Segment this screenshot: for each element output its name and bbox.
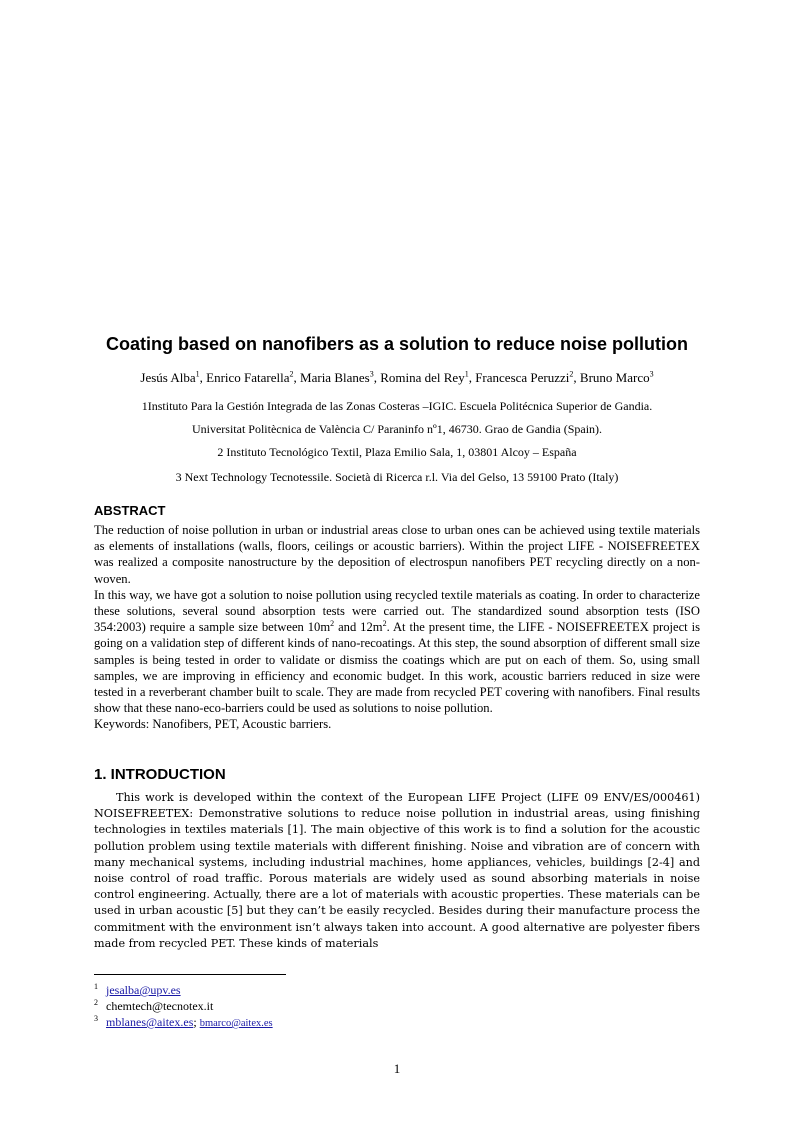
footnote: 3 mblanes@aitex.es; bmarco@aitex.es (94, 1014, 273, 1029)
abstract-paragraph: The reduction of noise pollution in urban or industrial areas close to urban ones can be achieved using textile materials as elements of installations (walls, floors, ceilings or acoustic barriers). Within the project LIFE - NOISEFREETEX was realized a composite nanostructure by the deposition of electrospun nanofibers PET recycling directly on a non-woven. (94, 523, 700, 586)
author-affiliation-mark: 2 (569, 369, 574, 379)
footnote-divider (94, 974, 286, 975)
author-name: Bruno Marco (579, 370, 650, 385)
affiliation-line: 1Instituto Para la Gestión Integrada de las Zonas Costeras –IGIC. Escuela Politécnica Superior de Gandia. (141, 399, 653, 413)
footnote: 1 jesalba@upv.es (94, 982, 181, 997)
footnotes (94, 982, 273, 1032)
author-name: Maria Blanes (300, 370, 370, 385)
separator: ; (193, 1015, 200, 1029)
author-name: Francesca Peruzzi (475, 370, 570, 385)
affiliation-line: 2 Instituto Tecnológico Textil, Plaza Emilio Sala, 1, 03801 Alcoy – España (217, 445, 577, 459)
superscript: 2 (330, 619, 335, 629)
email-link[interactable]: jesalba@upv.es (106, 983, 181, 997)
abstract-text: In this way, we have got a solution to noise pollution using recycled textile materials as coating. In order to characterize these solutions, several sound absorption tests were carried out. The standardized sound absorption tests (ISO 354:2003) require a sample size between 10m (94, 587, 700, 635)
email-link[interactable]: bmarco@aitex.es (199, 1018, 273, 1029)
page-number: 1 (393, 1061, 401, 1076)
introduction-paragraph: This work is developed within the context of the European LIFE Project (LIFE 09 ENV/ES/000461) NOISEFREETEX: Demonstrative solutions to reduce noise pollution in industrial areas, using finishing technologies in textiles materials [1]. The main objective of this work is to find a solution for the acoustic pollution problem using textile materials with different finishing. Noise and vibration are of concern with many mechanical systems, including industrial machines, home appliances, vehicles, buildings [2-4] and noise control of road traffic. Porous materials are widely used as sound absorbing materials in noise control engineering. Actually, there are a lot of materials with acoustic properties. These materials can be used in urban acoustic [5] but they can’t be easily recycled. Besides during their manufacture process the commitment with the environment isn’t always taken into account. A good alternative are polyester fibers made from recycled PET. These kinds of materials (94, 791, 700, 950)
footnote: 2 chemtech@tecnotex.it (94, 998, 214, 1013)
paper-title: Coating based on nanofibers as a solution to reduce noise pollution (105, 334, 689, 354)
author-name: Jesús Alba (140, 370, 196, 385)
abstract-paragraph (94, 587, 700, 717)
author-affiliation-mark: 1 (464, 369, 469, 379)
abstract-text: and 12m (334, 620, 383, 635)
author-list: Jesús Alba$^1$, Enrico Fatarella$^2$, Maria Blanes$^3$, Romina del Rey$^1$, Francesca Peruzzi$^2$, Bruno Marco$^3$ (140, 369, 654, 385)
author-affiliation-mark: 2 (289, 369, 294, 379)
abstract-heading: ABSTRACT (94, 503, 166, 518)
abstract-text: . At the present time, the LIFE - NOISEFREETEX project is going on a validation step of different kinds of nano-recoatings. At this step, the sound absorption of different small size samples is being tested in order to validate or dismiss the coatings which are put on each of them. So, using small samples, we are improving in efficiency and economic budget. In this work, acoustic barriers reduced in size were tested in a reverberant chamber built to scale. They are made from recycled PET covering with nanofibers. Final results show that these nano-eco-barriers could be used as solutions to noise pollution. (94, 620, 700, 716)
abstract-body (94, 522, 700, 733)
author-affiliation-mark: 3 (369, 369, 374, 379)
author-name: Enrico Fatarella (206, 370, 290, 385)
author-affiliation-mark: 1 (195, 369, 200, 379)
author-affiliation-mark: 3 (649, 369, 654, 379)
keywords-line: Keywords: Nanofibers, PET, Acoustic barriers. (94, 717, 332, 732)
superscript: 2 (382, 619, 387, 629)
affiliation-line: Universitat Politècnica de València C/ Paraninfo nº1, 46730. Grao de Gandia (Spain). (191, 422, 603, 436)
email-text: chemtech@tecnotex.it (106, 999, 214, 1013)
email-link[interactable]: mblanes@aitex.es (106, 1015, 194, 1029)
affiliation-line: 3 Next Technology Tecnotessile. Società di Ricerca r.l. Via del Gelso, 13 59100 Prato (Italy) (175, 470, 619, 484)
author-name: Romina del Rey (380, 370, 465, 385)
section-heading-introduction: 1. INTRODUCTION (94, 766, 226, 783)
